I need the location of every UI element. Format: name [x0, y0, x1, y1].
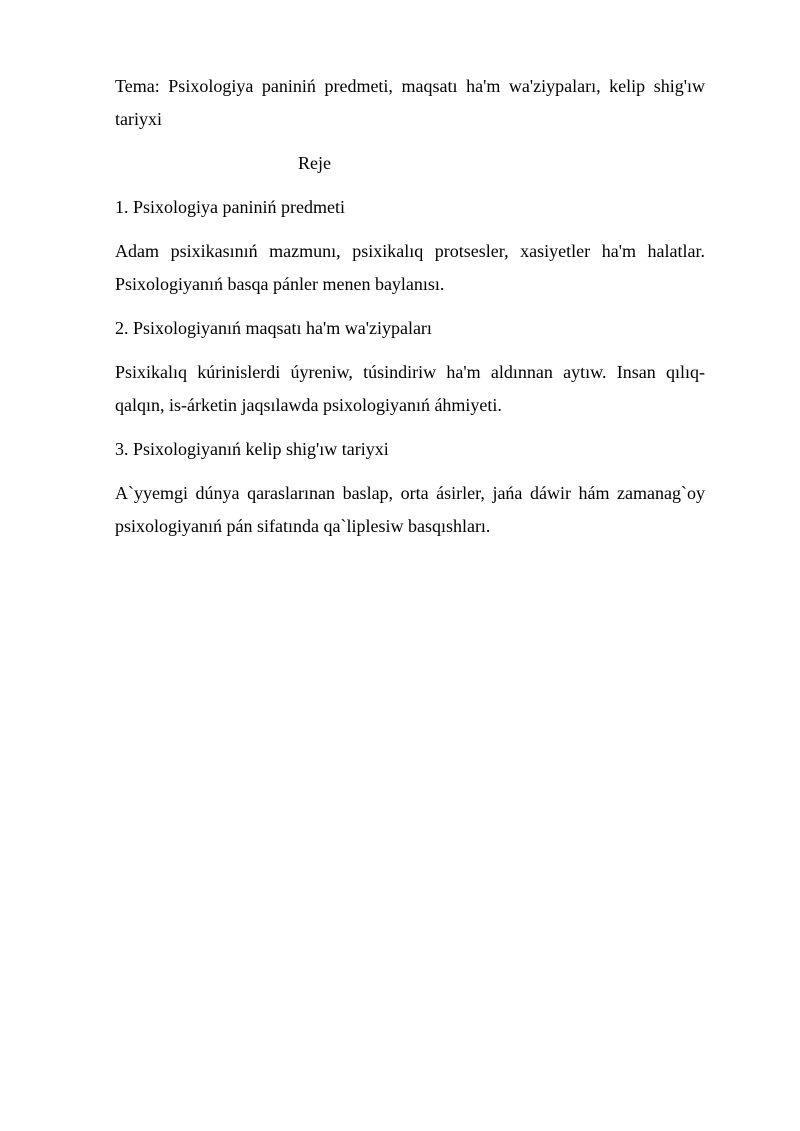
plan-heading: Reje — [298, 153, 331, 173]
document-page — [115, 70, 705, 554]
document-title: Tema: Psixologiya paniniń predmeti, maqsatı ha'm wa'ziypaları, kelip shig'ıw tariyxi — [115, 76, 705, 129]
section-3-heading: 3. Psixologiyanıń kelip shig'ıw tariyxi — [115, 439, 389, 459]
section-1-heading: 1. Psixologiya paniniń predmeti — [115, 197, 345, 217]
section-1-body: Adam psixikasınıń mazmunı, psixikalıq protsesler, xasiyetler ha'm halatlar. Psixologiyanıń basqa pánler menen baylanısı. — [115, 241, 705, 294]
section-3-body: A`yyemgi dúnya qaraslarınan baslap, orta ásirler, jańa dáwir hám zamanag`oy psixologiyanıń pán sifatında qa`liplesiw basqıshları. — [115, 483, 705, 536]
section-2-heading: 2. Psixologiyanıń maqsatı ha'm wa'ziypaları — [115, 318, 432, 338]
section-2-body: Psixikalıq kúrinislerdi úyreniw, túsindiriw ha'm aldınnan aytıw. Insan qılıq-qalqın, is-árketin jaqsılawda psixologiyanıń áhmiyeti. — [115, 362, 705, 415]
